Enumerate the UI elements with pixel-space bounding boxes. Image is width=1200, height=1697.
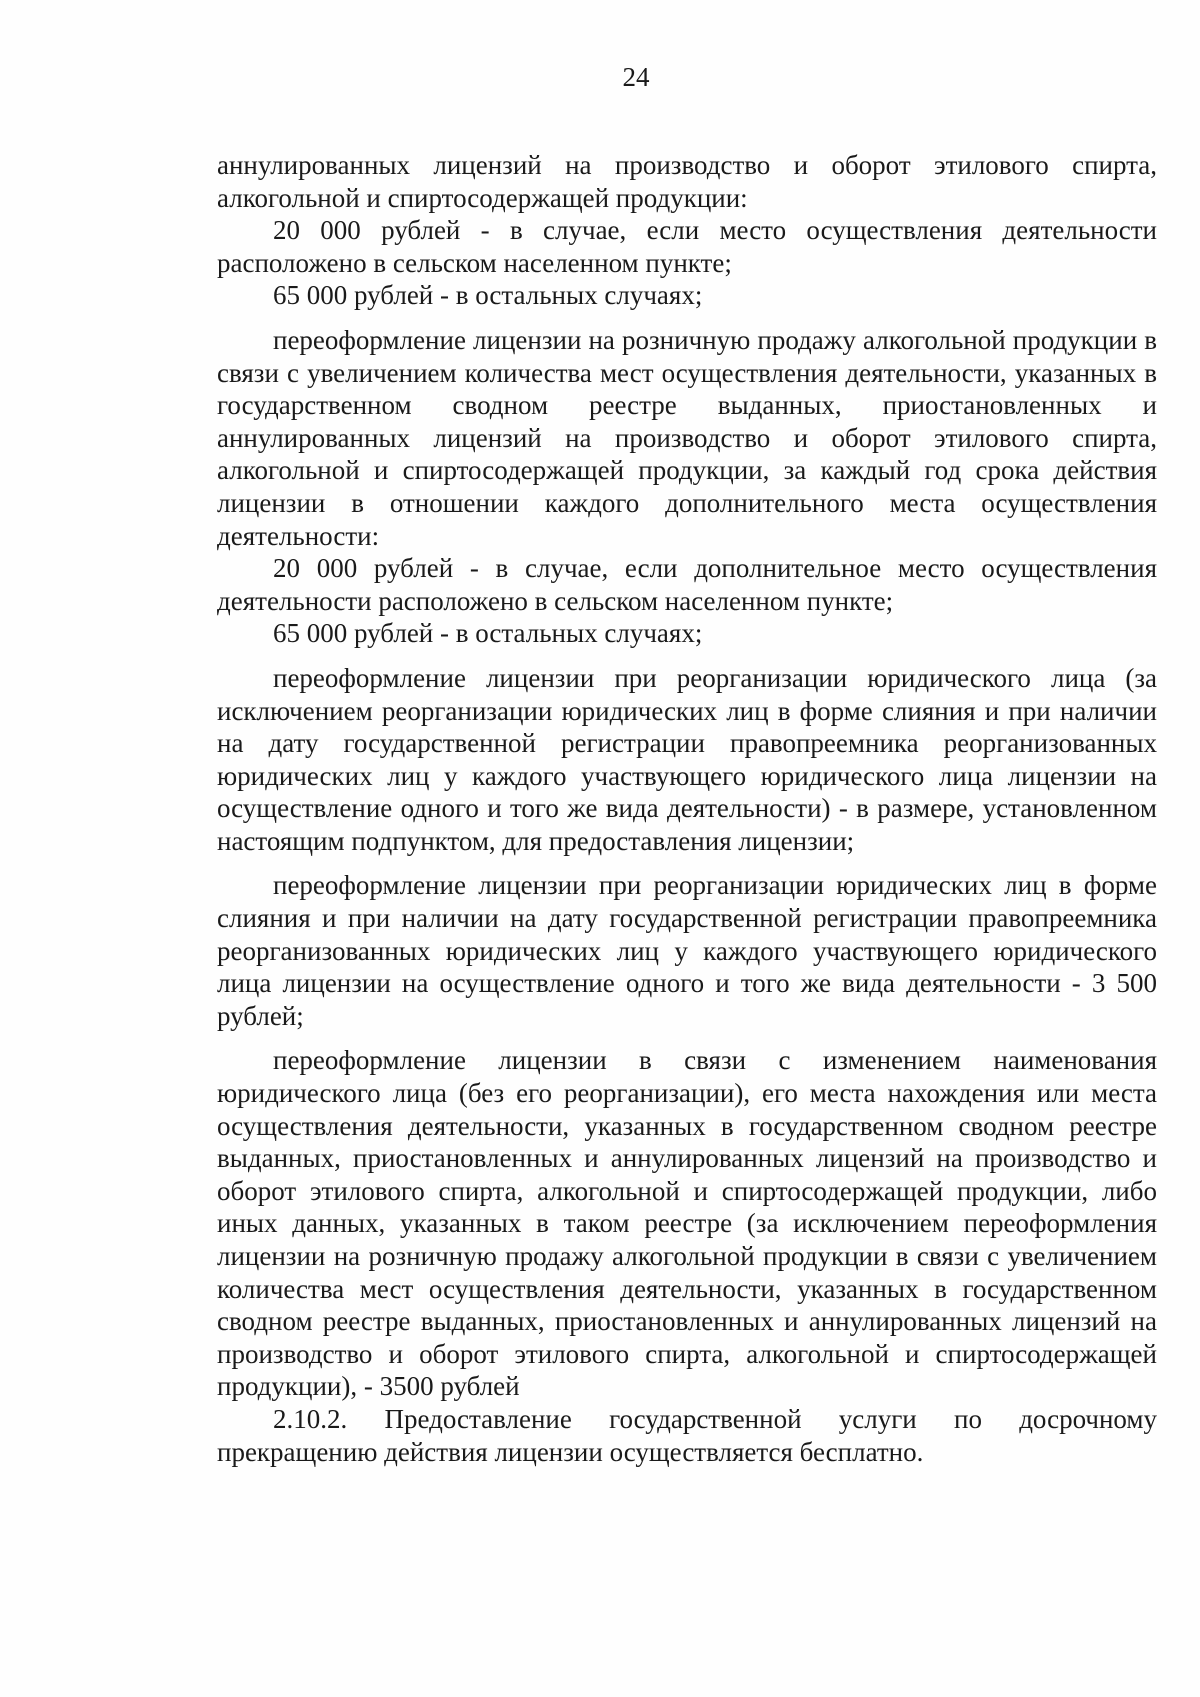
paragraph-reissue-additional-places: переоформление лицензии на розничную продажу алкогольной продукции в связи с увеличением количества мест осуществления деятельности, указанных в государственном сводном реестре выданных, приостановленных и аннулированных лицензий на производство и оборот этилового спирта, алкогольной и спиртосодержащей продукции, за каждый год срока действия лицензии в отношении каждого дополнительного места осуществления деятельности:: [217, 324, 1157, 551]
paragraph-rural-additional-fee: 20 000 рублей - в случае, если дополнительное место осуществления деятельности расположено в сельском населенном пункте;: [217, 553, 1157, 616]
paragraph-reissue-merger: переоформление лицензии при реорганизации юридических лиц в форме слияния и при наличии на дату государственной регистрации правопреемника реорганизованных юридических лиц у каждого участвующего юридического лица лицензии на осуществление одного и того же вида деятельности - 3 500 рублей;: [217, 870, 1157, 1031]
paragraph-early-termination: 2.10.2. Предоставление государственной услуги по досрочному прекращению действия лицензии осуществляется бесплатно.: [217, 1403, 1157, 1467]
document-body: [217, 149, 1157, 1468]
paragraph-other-fee: 65 000 рублей - в остальных случаях;: [273, 280, 703, 311]
page-number: 24: [622, 62, 650, 92]
paragraph-reissue-name-change: переоформление лицензии в связи с изменением наименования юридического лица (без его реорганизации), его места нахождения или места осуществления деятельности, указанных в государственном сводном реестре выданных, приостановленных и аннулированных лицензий на производство и оборот этилового спирта, алкогольной и спиртосодержащей продукции, либо иных данных, указанных в таком реестре (за исключением переоформления лицензии на розничную продажу алкогольной продукции в связи с увеличением количества мест осуществления деятельности, указанных в государственном сводном реестре выданных, приостановленных и аннулированных лицензий на производство и оборот этилового спирта, алкогольной и спиртосодержащей продукции), - 3500 рублей: [217, 1045, 1157, 1402]
paragraph-reissue-reorganization: переоформление лицензии при реорганизации юридического лица (за исключением реорганизации юридических лиц в форме слияния и при наличии на дату государственной регистрации правопреемника реорганизованных юридических лиц у каждого участвующего юридического лица лицензии на осуществление одного и того же вида деятельности) - в размере, установленном настоящим подпунктом, для предоставления лицензии;: [217, 662, 1157, 856]
paragraph-rural-fee: 20 000 рублей - в случае, если место осуществления деятельности расположено в сельском населенном пункте;: [217, 215, 1157, 278]
paragraph-continuation: аннулированных лицензий на производство и оборот этилового спирта, алкогольной и спиртосодержащей продукции:: [217, 150, 1157, 213]
paragraph-other-additional-fee: 65 000 рублей - в остальных случаях;: [273, 618, 703, 649]
